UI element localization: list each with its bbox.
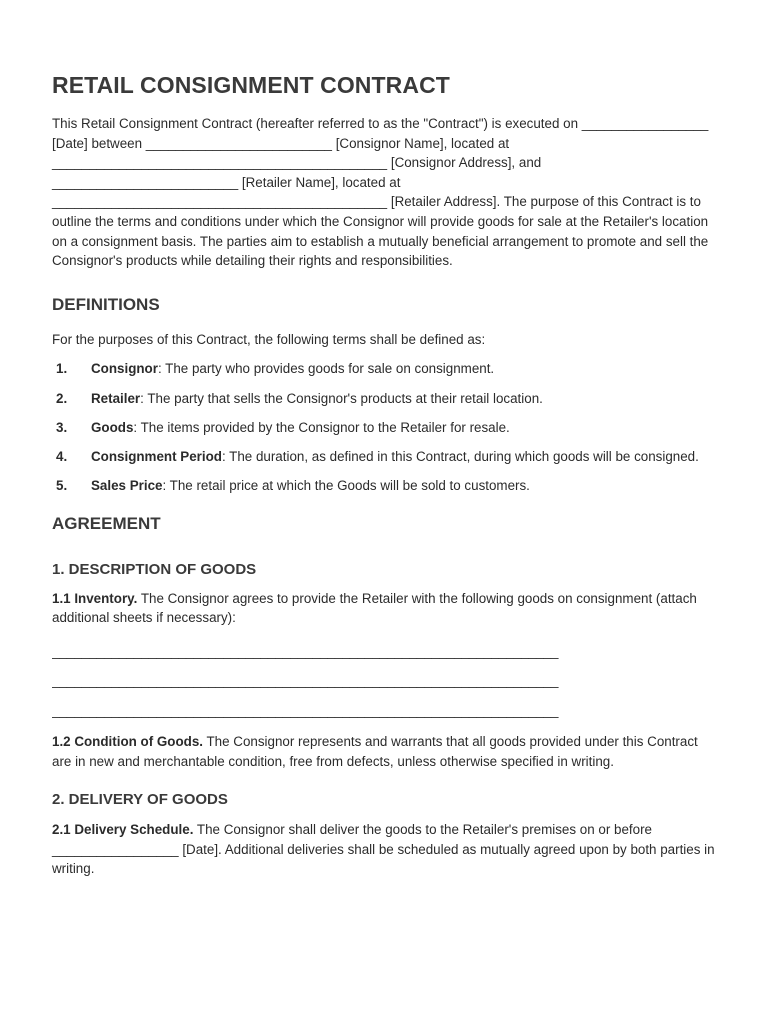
definition-text: : The items provided by the Consignor to the Retailer for resale. [133,419,510,435]
inventory-blank-line[interactable]: ____________________________________________________________________ [52,702,559,718]
clause-1-2 [52,732,716,771]
definition-number: 4. [56,448,68,464]
definition-item [52,389,716,409]
definition-text: : The party who provides goods for sale on consignment. [157,361,495,377]
definition-text: : The duration, as defined in this Contract, during which goods will be consigned. [221,448,699,464]
definition-term: Sales Price [91,478,163,494]
definitions-list [52,359,716,495]
definitions-heading: DEFINITIONS [52,294,160,314]
intro-paragraph: This Retail Consignment Contract (hereafter referred to as the "Contract") is executed on _________________ [Date] between _________________________ [Consignor Name], located at _____________________________________________ [Consignor Address], and _________________________ [Retailer Name], located at _____________________________________________ [Retailer Address]. The purpose of this Contract is to outline the terms and conditions under which the Consignor will provide goods for sale at the Retailer's location on a consignment basis. The parties aim to establish a mutually beneficial arrangement to promote and sell the Consignor's products while detailing their rights and responsibilities. [52,116,709,269]
definition-item [52,418,716,438]
definition-term: Consignment Period [91,448,222,464]
clause-1-2-lead: 1.2 Condition of Goods. [52,734,204,750]
section-2-heading: 2. DELIVERY OF GOODS [52,791,228,809]
clause-2-1 [52,820,716,879]
inventory-blank-lines [52,637,716,725]
inventory-blank-line[interactable]: ____________________________________________________________________ [52,673,559,689]
clause-1-1-lead: 1.1 Inventory. [52,590,138,606]
clause-2-1-text: The Consignor shall deliver the goods to the Retailer's premises on or before _________________ [Date]. Additional deliveries shall be scheduled as mutually agreed upon by both parties in writing. [52,822,715,877]
definitions-lead: For the purposes of this Contract, the following terms shall be defined as: [52,331,486,347]
definition-term: Consignor [91,361,158,377]
definition-item [52,359,716,379]
clause-1-2-text: The Consignor represents and warrants that all goods provided under this Contract are in new and merchantable condition, free from defects, unless otherwise specified in writing. [52,734,698,769]
clause-1-1 [52,589,716,628]
agreement-heading: AGREEMENT [52,513,161,533]
definition-term: Goods [91,419,134,435]
definition-text: : The retail price at which the Goods will be sold to customers. [162,478,530,494]
definition-item [52,476,716,496]
definition-number: 1. [56,361,68,377]
definition-item [52,447,716,467]
definition-term: Retailer [91,390,141,406]
definition-number: 2. [56,390,68,406]
definition-number: 5. [56,478,68,494]
document-title: RETAIL CONSIGNMENT CONTRACT [52,72,450,98]
clause-2-1-lead: 2.1 Delivery Schedule. [52,822,194,838]
clause-1-1-text: The Consignor agrees to provide the Retailer with the following goods on consignment (attach additional sheets if necessary): [52,590,697,626]
definition-text: : The party that sells the Consignor's products at their retail location. [140,390,543,406]
definition-number: 3. [56,419,68,435]
section-1-heading: 1. DESCRIPTION OF GOODS [52,560,257,578]
inventory-blank-line[interactable]: ____________________________________________________________________ [52,643,559,659]
